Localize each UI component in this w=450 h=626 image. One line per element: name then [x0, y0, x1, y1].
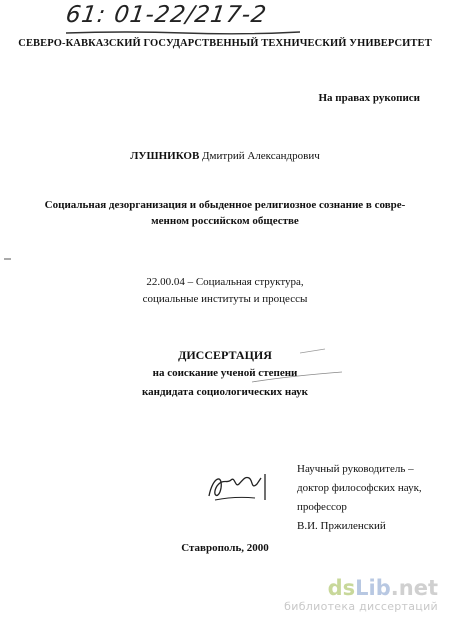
handwritten-archive-code: 61: 01-22/217-2	[64, 2, 269, 28]
document-type-heading: ДИССЕРТАЦИЯ	[178, 348, 272, 362]
author-given-names: Дмитрий Александрович	[199, 150, 320, 162]
scan-mark	[4, 257, 12, 261]
supervisor-degree: доктор философских наук,	[297, 482, 422, 494]
supervisor-role: Научный руководитель –	[297, 463, 414, 475]
place-and-year: Ставрополь, 2000	[181, 542, 269, 554]
university-name: СЕВЕРО-КАВКАЗСКИЙ ГОСУДАРСТВЕННЫЙ ТЕХНИЧЕСКИЙ УНИВЕРСИТЕТ	[18, 38, 432, 49]
watermark-subtitle: библиотека диссертаций	[284, 600, 438, 613]
dissertation-title-line-1: Социальная дезорганизация и обыденное религиозное сознание в совре-	[44, 199, 406, 211]
watermark-logo-lib: Lib	[355, 576, 391, 600]
dslib-watermark[interactable]	[284, 577, 438, 613]
specialty-code-line-2: социальные институты и процессы	[142, 293, 308, 305]
handwritten-underline	[64, 30, 304, 36]
pencil-stroke-2	[250, 370, 345, 384]
handwritten-signature	[205, 466, 275, 506]
author-name	[0, 150, 450, 162]
supervisor-name: В.И. Пржиленский	[297, 520, 386, 532]
rights-note: На правах рукописи	[318, 92, 420, 104]
watermark-logo	[284, 577, 438, 599]
specialty-code-line-1: 22.00.04 – Социальная структура,	[146, 276, 304, 288]
dissertation-title-line-2: менном российском обществе	[151, 215, 299, 227]
pencil-stroke	[300, 348, 326, 354]
degree-line-1: на соискание ученой степени	[152, 367, 298, 379]
supervisor-rank: профессор	[297, 501, 347, 513]
author-surname: ЛУШНИКОВ	[130, 150, 200, 162]
degree-line-2: кандидата социологических наук	[141, 386, 309, 398]
watermark-logo-net: .net	[390, 576, 438, 600]
watermark-logo-ds: ds	[327, 576, 356, 600]
